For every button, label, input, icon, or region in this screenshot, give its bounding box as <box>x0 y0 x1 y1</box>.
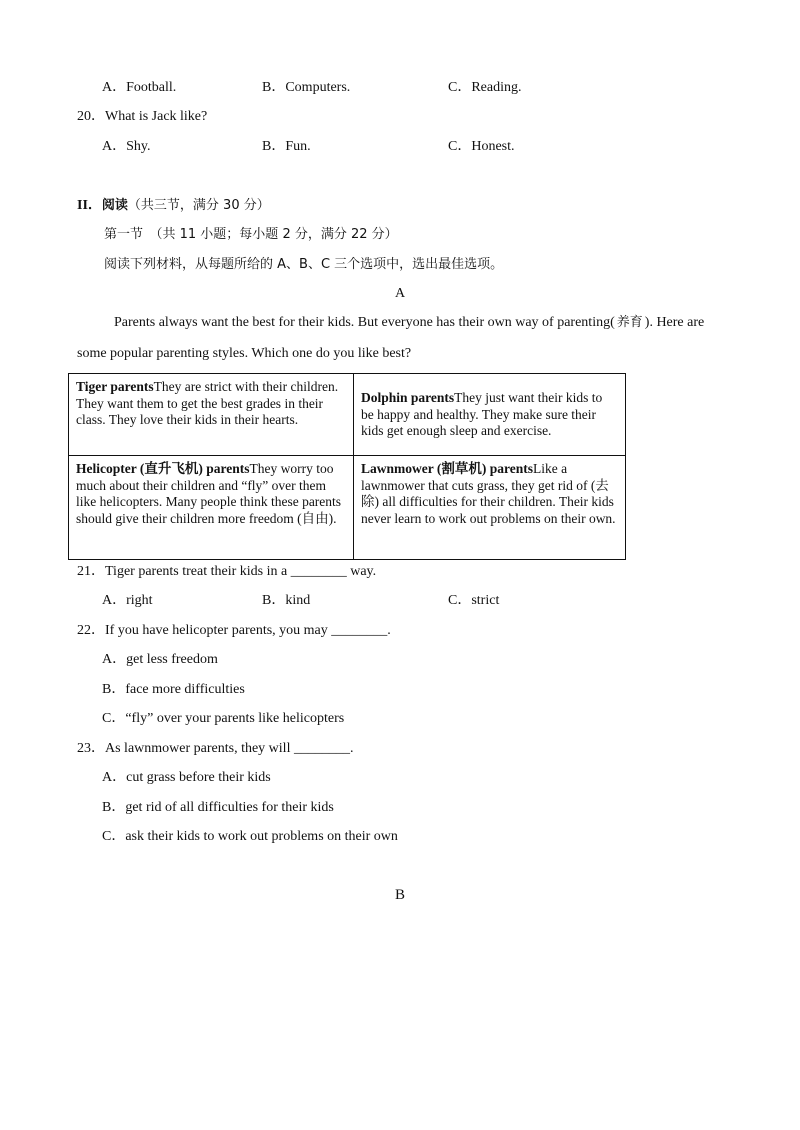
q23-option-c: C．ask their kids to work out problems on their own <box>102 829 398 844</box>
passage-a-letter: A <box>395 286 406 301</box>
instructions: 阅读下列材料，从每题所给的 A、B、C 三个选项中，选出最佳选项。 <box>104 257 504 272</box>
q21-option-c: C．strict <box>448 593 500 608</box>
dolphin-parents-text: They just want their kids to be happy and healthy. They make sure their kids get enough sleep and exercise. <box>361 390 603 439</box>
lawnmower-parents-heading: Lawnmower (割草机) parents <box>361 461 533 476</box>
table-row <box>69 374 626 456</box>
q21-option-a: A．right <box>102 593 153 608</box>
helicopter-parents-cell <box>69 456 354 560</box>
passage-b-letter: B <box>395 887 406 903</box>
q22-question: 22．If you have helicopter parents, you may ________. <box>77 623 391 638</box>
section-number: II． <box>77 198 102 213</box>
q22-option-b: B．face more difficulties <box>102 682 245 697</box>
section-title: 阅读 <box>101 198 128 213</box>
q21-option-b: B．kind <box>262 593 311 608</box>
section-heading <box>77 197 270 215</box>
q19-option-a: A．Football. <box>102 80 177 95</box>
q20-option-b: B．Fun. <box>262 139 311 154</box>
q20-option-a: A．Shy. <box>102 139 151 154</box>
passage-a-line-1 <box>114 314 704 332</box>
passage-a-line-1-cjk: 养育 <box>616 315 643 330</box>
lawnmower-parents-cell <box>354 456 626 560</box>
helicopter-parents-heading: Helicopter (直升飞机) parents <box>76 461 250 476</box>
q23-option-b: B．get rid of all difficulties for their kids <box>102 800 334 815</box>
q20-option-c: C．Honest. <box>448 139 515 154</box>
q22-option-c: C．“fly” over your parents like helicopters <box>102 711 345 726</box>
q23-question: 23．As lawnmower parents, they will ________. <box>77 741 354 756</box>
tiger-parents-heading: Tiger parents <box>76 379 154 394</box>
q23-option-a: A．cut grass before their kids <box>102 770 271 785</box>
part1-title: 第一节 （共 11 小题；每小题 2 分，满分 22 分） <box>104 227 398 242</box>
passage-a-line-1-end: ). Here are <box>644 315 705 330</box>
q20-question: 20．What is Jack like? <box>77 109 208 124</box>
passage-a-line-1-text: Parents always want the best for their kids. But everyone has their own way of parenting( <box>114 315 615 330</box>
lawnmower-parents-text: Like a lawnmower that cuts grass, they get rid of (去除) all difficulties for their children. Their kids never learn to work out problems on their own. <box>361 461 616 526</box>
dolphin-parents-heading: Dolphin parents <box>361 390 455 406</box>
section-title-note: （共三节，满分 30 分） <box>127 198 270 213</box>
q21-question: 21．Tiger parents treat their kids in a ________ way. <box>77 564 377 579</box>
helicopter-parents-text: They worry too much about their children and “fly” over them like helicopters. Many people think these parents should give their children more freedom (自由). <box>76 461 342 526</box>
dolphin-parents-cell <box>354 374 626 456</box>
tiger-parents-text: They are strict with their children. They want them to get the best grades in their class. They love their kids in their hearts. <box>76 379 339 427</box>
passage-a-line-2: some popular parenting styles. Which one do you like best? <box>77 346 412 361</box>
q19-option-c: C．Reading. <box>448 80 522 95</box>
table-row <box>69 456 626 560</box>
tiger-parents-cell <box>69 374 354 456</box>
q19-option-b: B．Computers. <box>262 80 351 95</box>
parenting-styles-table <box>68 373 626 560</box>
q22-option-a: A．get less freedom <box>102 652 218 667</box>
